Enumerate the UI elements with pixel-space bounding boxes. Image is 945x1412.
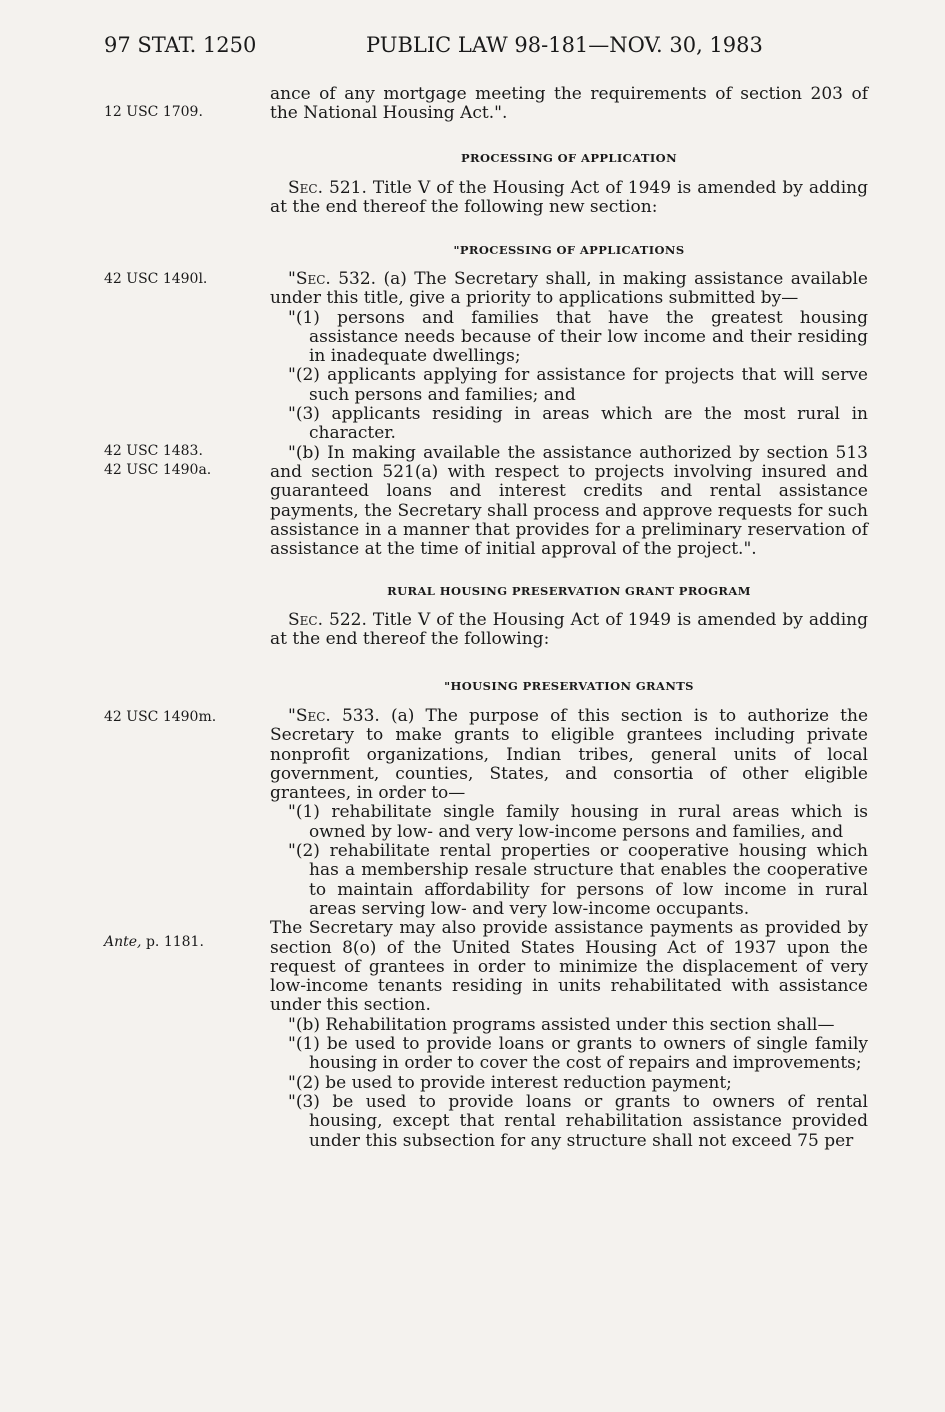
section-533-a-text: 533. (a) The purpose of this section is to authorize the Secretary to make grants to eligible grantees including private nonprofit organizations, Indian tribes, general units of local government, counties, States, and consortia of other eligible grantees, in order to— xyxy=(270,706,868,804)
section-533-b-item-3: "(3) be used to provide loans or grants to owners of rental housing, except that rental rehabilitation assistance provided under this subsection for any structure shall not exceed 75 per xyxy=(288,1091,868,1151)
section-521-text: 521. Title V of the Housing Act of 1949 is amended by adding at the end thereof the following new section: xyxy=(270,178,868,218)
heading-processing-of-applications: "PROCESSING OF APPLICATIONS xyxy=(453,243,685,257)
paragraph-top-continuation: ance of any mortgage meeting the requirements of section 203 of the National Housing Act.". xyxy=(270,84,868,124)
margin-note-42-usc-1490a: 42 USC 1490a. xyxy=(104,462,212,478)
section-533-b-item-1: "(1) be used to provide loans or grants to owners of single family housing in order to cover the cost of repairs and improvements; xyxy=(288,1034,868,1074)
section-533-block xyxy=(270,707,868,1151)
section-522-text: 522. Title V of the Housing Act of 1949 is amended by adding at the end thereof the following: xyxy=(270,610,868,650)
section-532-item-2: "(2) applicants applying for assistance for projects that will serve such persons and families; and xyxy=(288,365,868,405)
section-532-b: "(b) In making available the assistance authorized by section 513 and section 521(a) with respect to projects involving insured and guaranteed loans and interest credits and rental assistance payments, the Secretary shall process and approve requests for such assistance in a manner that provides for a preliminary reservation of assistance at the time of initial approval of the project.". xyxy=(270,442,868,560)
section-532-block xyxy=(270,270,868,559)
section-522 xyxy=(270,611,868,650)
sec-label: Sec. xyxy=(295,706,331,726)
section-533-item-1: "(1) rehabilitate single family housing in rural areas which is owned by low- and very low-income persons and families, and xyxy=(288,802,868,842)
section-532-a-text: 532. (a) The Secretary shall, in making assistance available under this title, give a priority to applications submitted by— xyxy=(270,269,868,309)
margin-note-42-usc-1490m: 42 USC 1490m. xyxy=(104,709,217,725)
open-quote: " xyxy=(288,706,296,726)
sec-label: Sec. xyxy=(295,269,331,289)
section-532-item-1: "(1) persons and families that have the greatest housing assistance needs because of their low income and their residing in inadequate dwellings; xyxy=(288,307,868,367)
section-521 xyxy=(270,179,868,218)
section-532-item-3: "(3) applicants residing in areas which are the most rural in character. xyxy=(288,404,868,444)
heading-rural-housing-preservation: RURAL HOUSING PRESERVATION GRANT PROGRAM xyxy=(387,584,751,598)
heading-processing-of-application: PROCESSING OF APPLICATION xyxy=(461,151,677,165)
margin-note-ante-page: p. 1181. xyxy=(141,934,204,950)
heading-housing-preservation-grants: "HOUSING PRESERVATION GRANTS xyxy=(444,679,694,693)
section-533-item-2: "(2) rehabilitate rental properties or cooperative housing which has a membership resale structure that enables the cooperative to maintain affordability for persons of low income in rural areas serving low- and very low-income occupants. xyxy=(288,841,868,919)
running-header: PUBLIC LAW 98-181—NOV. 30, 1983 xyxy=(366,33,763,57)
section-533-a xyxy=(270,707,868,803)
section-533-b-item-2: "(2) be used to provide interest reduction payment; xyxy=(288,1072,732,1093)
section-532-a xyxy=(270,270,868,309)
sec-label: Sec. xyxy=(288,610,323,630)
sec-label: Sec. xyxy=(288,178,323,198)
margin-note-ante-italic: Ante, xyxy=(104,934,142,950)
open-quote: " xyxy=(288,269,296,289)
section-533-continuation: The Secretary may also provide assistance payments as provided by section 8(o) of the United States Housing Act of 1937 upon the request of grantees in order to minimize the displacement of very low-income tenants residing in units rehabilitated with assistance under this section. xyxy=(270,918,868,1016)
margin-note-12-usc-1709: 12 USC 1709. xyxy=(104,104,203,120)
section-533-b: "(b) Rehabilitation programs assisted under this section shall— xyxy=(288,1014,835,1035)
margin-note-ante xyxy=(104,934,204,950)
statute-page-number: 97 STAT. 1250 xyxy=(104,33,257,57)
margin-note-42-usc-1490l: 42 USC 1490l. xyxy=(104,271,208,287)
margin-note-42-usc-1483: 42 USC 1483. xyxy=(104,443,203,459)
